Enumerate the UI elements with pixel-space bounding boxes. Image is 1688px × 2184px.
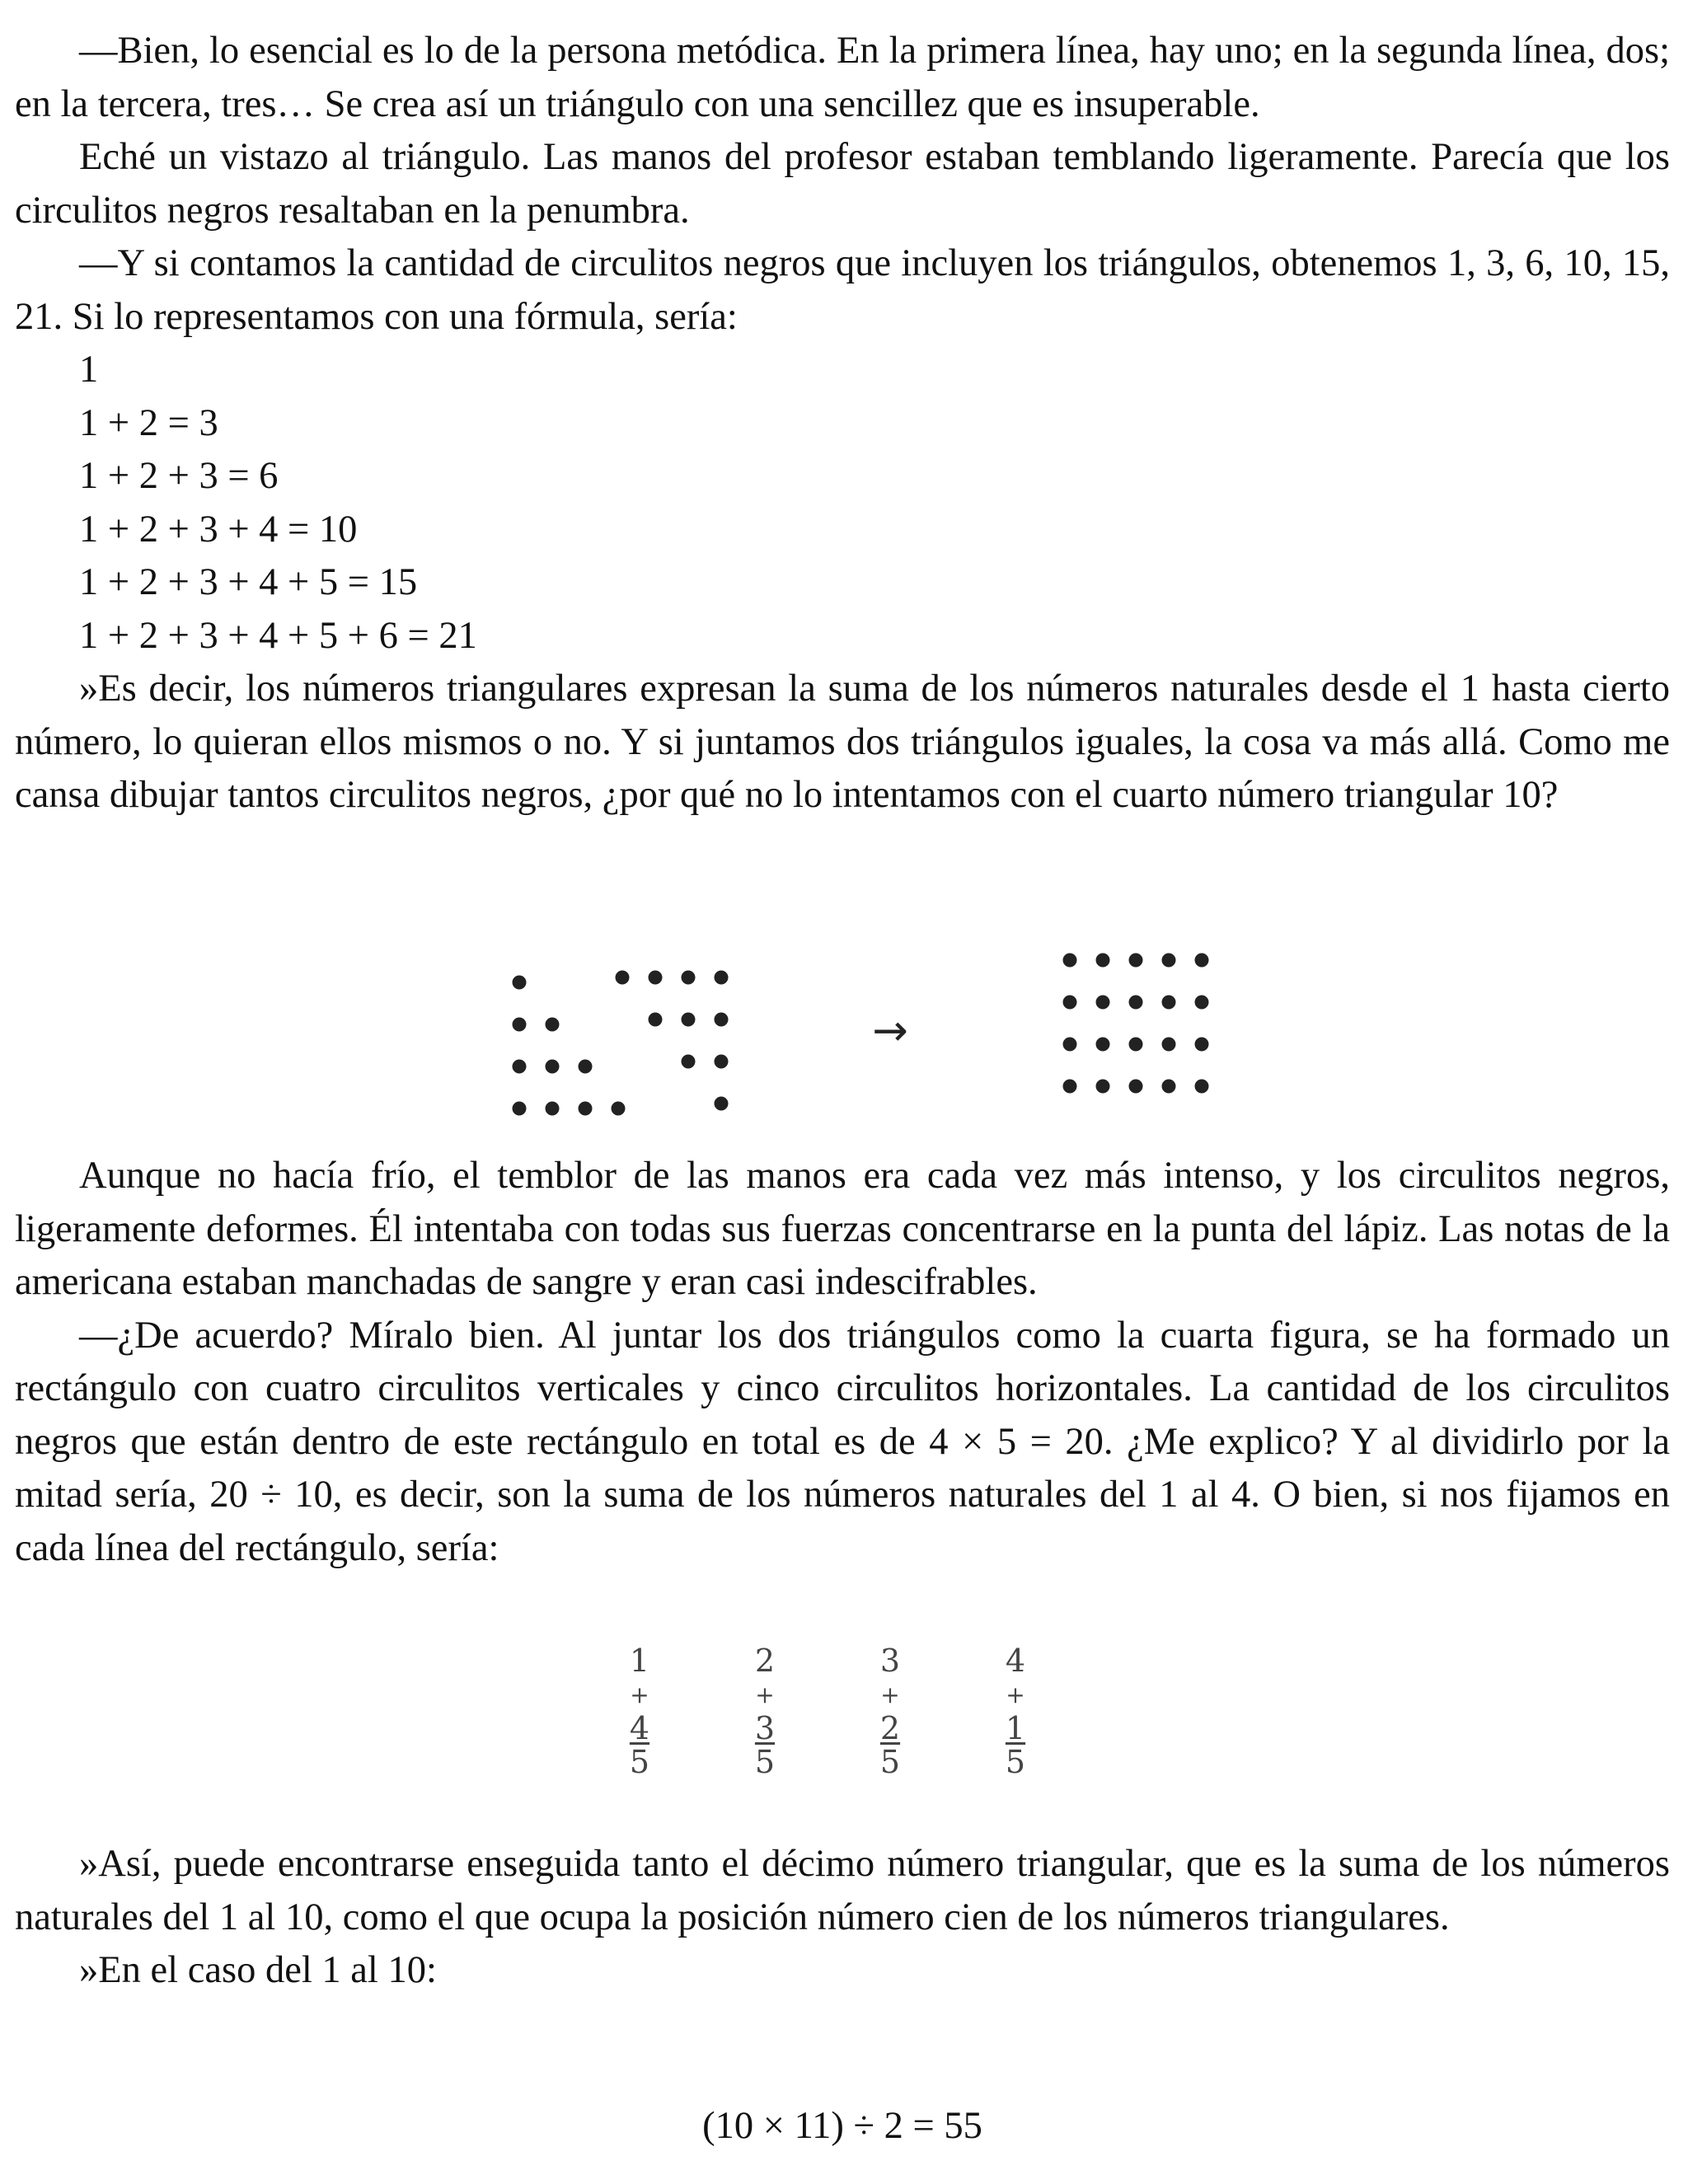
right-triangle-dot [715, 1097, 729, 1111]
paragraph-3: —Y si contamos la cantidad de circulitos negros que incluyen los triángulos, obtenemos 1, 3, 6, 10, 15, 21. Si lo representamos con una fórmula, sería: [15, 242, 1670, 338]
paragraph-1: —Bien, lo esencial es lo de la persona metódica. En la primera línea, hay uno; en la segunda línea, dos; en la tercera, tres… Se crea así un triángulo con una sencillez que es insuperable. [15, 30, 1670, 125]
paragraph-6: —¿De acuerdo? Míralo bien. Al juntar los dos triángulos como la cuarta figura, se ha formado un rectángulo con cuatro circulitos verticales y cinco circulitos horizontales. La cantidad de los circulitos negros que están dentro de este rectángulo en total es de 4 × 5 = 20. ¿Me explico? Y al dividirlo por la mitad sería, 20 ÷ 10, es decir, son la suma de los números naturales del 1 al 4. O bien, si nos fijamos en cada línea del rectángulo, sería: [15, 1314, 1670, 1569]
column-plus: + [1006, 1681, 1025, 1708]
column-result: 5 [754, 1744, 776, 1780]
right-triangle-dot [682, 1055, 696, 1069]
formula-line: 1 + 2 + 3 + 4 + 5 = 15 [79, 561, 418, 603]
left-triangle-dot [579, 1102, 593, 1116]
column-sum-2 [740, 1644, 790, 1779]
column-sum-4 [991, 1644, 1040, 1779]
bottom-text [15, 1838, 1670, 1998]
rectangle-dot [1162, 954, 1176, 968]
left-triangle-dot [513, 976, 527, 990]
rectangle-dots [1063, 954, 1209, 1094]
rectangle-dot [1129, 954, 1143, 968]
rectangle-dot [1195, 1080, 1209, 1094]
right-triangle-dot [649, 971, 663, 985]
right-triangle-dot [682, 1013, 696, 1027]
paragraph-2: Eché un vistazo al triángulo. Las manos del profesor estaban temblando ligeramente. Parecía que los circulitos negros resaltaban en la penumbra. [15, 136, 1670, 232]
rectangle-dot [1129, 1080, 1143, 1094]
rectangle-dot [1129, 1038, 1143, 1052]
formula-line: 1 + 2 + 3 = 6 [79, 455, 279, 497]
column-result: 5 [629, 1744, 650, 1780]
left-triangle-dot [513, 1102, 527, 1116]
formula-line: 1 [79, 349, 99, 391]
column-sum-3 [865, 1644, 915, 1779]
left-triangle [513, 976, 626, 1116]
column-bottom: 3 [754, 1710, 776, 1746]
rectangle-dot [1096, 996, 1110, 1010]
rectangle-dot [1195, 996, 1209, 1010]
rectangle-dot [1195, 1038, 1209, 1052]
formula-line: 1 + 2 + 3 + 4 = 10 [79, 508, 358, 551]
right-triangle-dot [715, 971, 729, 985]
column-top: 4 [1005, 1643, 1026, 1679]
final-equation: (10 × 11) ÷ 2 = 55 [702, 2105, 982, 2147]
paragraph-5: Aunque no hacía frío, el temblor de las manos era cada vez más intenso, y los circulitos negros, ligeramente deformes. Él intentaba con todas sus fuerzas concentrarse en la punta del lápiz. Las notas de la americana estaban manchadas de sangre y eran casi indescifrables. [15, 1155, 1670, 1303]
rectangle-dot [1096, 954, 1110, 968]
rectangle-dot [1096, 1080, 1110, 1094]
column-top: 2 [754, 1643, 776, 1679]
book-page [15, 25, 1670, 2147]
column-bottom: 1 [1005, 1710, 1026, 1746]
rectangle-dot [1063, 996, 1077, 1010]
rectangle-dot [1063, 1038, 1077, 1052]
right-triangle-dot [682, 971, 696, 985]
left-triangle-dot [546, 1018, 560, 1032]
formula-line: 1 + 2 + 3 + 4 + 5 + 6 = 21 [79, 614, 477, 657]
rectangle-dot [1195, 954, 1209, 968]
formula-line: 1 + 2 = 3 [79, 401, 218, 444]
paragraph-8: »En el caso del 1 al 10: [79, 1949, 437, 1991]
column-top: 1 [629, 1643, 650, 1679]
left-triangle-dot [612, 1102, 626, 1116]
right-triangle-dot [715, 1013, 729, 1027]
rectangle-dot [1162, 996, 1176, 1010]
left-triangle-dot [546, 1060, 560, 1074]
arrow-glyph: → [872, 1006, 908, 1056]
column-sum-1 [615, 1644, 664, 1779]
rectangle-dot [1096, 1038, 1110, 1052]
right-triangle-dot [649, 1013, 663, 1027]
column-plus: + [755, 1681, 775, 1708]
triangular-formula-list [15, 344, 1670, 663]
right-triangle-dot [616, 971, 630, 985]
column-result: 5 [879, 1744, 901, 1780]
rectangle-dot [1129, 996, 1143, 1010]
middle-text [15, 1150, 1670, 1575]
column-plus: + [630, 1681, 649, 1708]
column-plus: + [880, 1681, 900, 1708]
left-triangle-dot [513, 1018, 527, 1032]
rectangle-dot [1162, 1038, 1176, 1052]
column-result: 5 [1005, 1744, 1026, 1780]
right-triangle-dot [715, 1055, 729, 1069]
column-sums-figure [15, 1644, 1670, 1809]
rectangle-dot [1063, 954, 1077, 968]
column-bottom: 4 [629, 1710, 650, 1746]
arrow-icon [872, 1006, 908, 1056]
dot-figure [15, 915, 1670, 1137]
dot-diagram [15, 915, 1670, 1137]
rectangle-dot [1063, 1080, 1077, 1094]
column-bottom: 2 [879, 1710, 901, 1746]
left-triangle-dot [579, 1060, 593, 1074]
paragraph-4: »Es decir, los números triangulares expresan la suma de los números naturales desde el 1 hasta cierto número, lo quieran ellos mismos o no. Y si juntamos dos triángulos iguales, la cosa va más allá. Como me cansa dibujar tantos circulitos negros, ¿por qué no lo intentamos con el cuarto número triangular 10? [15, 668, 1670, 816]
paragraph-7: »Así, puede encontrarse enseguida tanto el décimo número triangular, que es la suma de los números naturales del 1 al 10, como el que ocupa la posición número cien de los números triangulares. [15, 1843, 1670, 1938]
right-triangle [616, 971, 729, 1111]
rectangle-dot [1162, 1080, 1176, 1094]
left-triangle-dot [546, 1102, 560, 1116]
left-triangle-dot [513, 1060, 527, 1074]
column-top: 3 [879, 1643, 901, 1679]
